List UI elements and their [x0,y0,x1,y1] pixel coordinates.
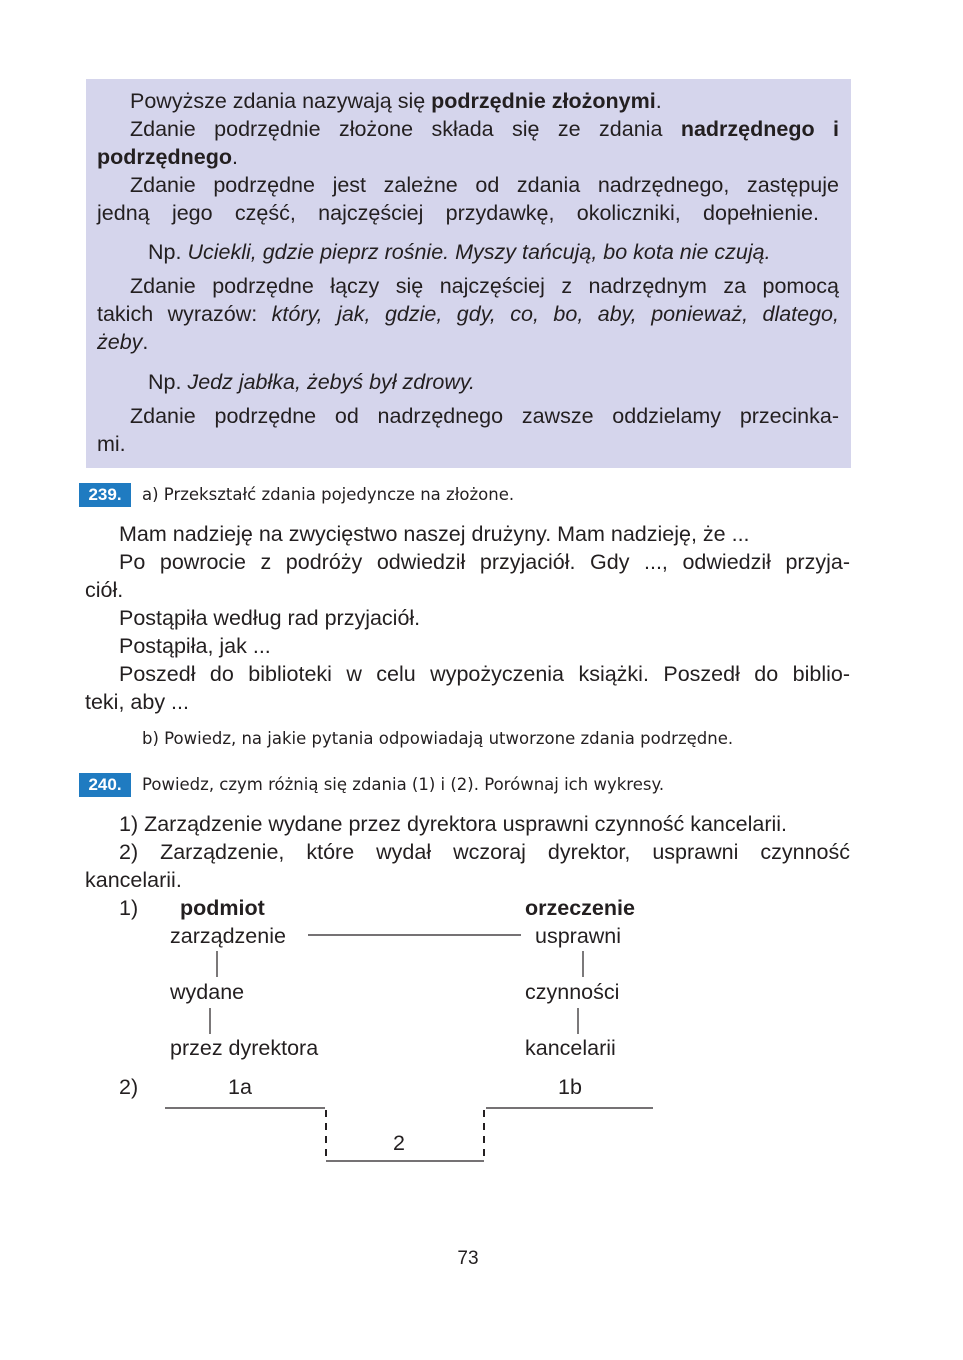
exercise-239-task-b: b) Powiedz, na jakie pytania odpowiadają utworzone zdania podrzędne. [142,729,734,748]
rule-example-2: Np. Jedz jabłka, żebyś był zdrowy. [148,370,476,394]
rule-line-1: Powyższe zdania nazywają się podrzędnie złożonymi. [130,89,662,113]
exercise-240-task: Powiedz, czym różnią się zdania (1) i (2). Porównaj ich wykresy. [142,775,665,794]
rule-line-9: Zdanie podrzędne od nadrzędnego zawsze oddzielamy przecinka- [130,404,839,428]
exercise-240-sentence-1: 1) Zarządzenie wydane przez dyrektora usprawni czynność kancelarii. [119,812,788,836]
exercise-239-line-1: Mam nadzieję na zwycięstwo naszej drużyny. Mam nadzieję, że ... [119,522,750,546]
page-number: 73 [457,1248,479,1269]
exercise-239-line-2: Po powrocie z podróży odwiedził przyjaciół. Gdy ..., odwiedził przyja- [119,550,850,574]
rule-example-1: Np. Uciekli, gdzie pieprz rośnie. Myszy tańcują, bo kota nie czują. [148,240,771,264]
diagram-2-right-label: 1b [558,1075,582,1099]
rule-line-5: jedną jego część, najczęściej przydawkę, okoliczniki, dopełnienie. [97,201,819,225]
diagram-1-subject-modifier-2: przez dyrektora [170,1036,319,1060]
rule-line-3: podrzędnego. [97,145,238,169]
exercise-240-number: 240. [79,773,131,797]
diagram-1-predicate-head: orzeczenie [525,896,635,920]
diagram-1-marker: 1) [119,896,139,920]
exercise-239-line-3: ciół. [85,578,124,602]
exercise-239-line-5: Postąpiła, jak ... [119,634,271,658]
exercise-240-sentence-2-line-1: 2) Zarządzenie, które wydał wczoraj dyrektor, usprawni czynność [119,840,850,864]
diagram-1-predicate-modifier-2: kancelarii [525,1036,616,1060]
exercise-240-sentence-2-line-2: kancelarii. [85,868,182,892]
exercise-239-line-7: teki, aby ... [85,690,189,714]
rule-line-10: mi. [97,432,126,456]
rule-line-6: Zdanie podrzędne łączy się najczęściej z nadrzędnym za pomocą [130,274,839,298]
rule-line-2: Zdanie podrzędnie złożone składa się ze zdania nadrzędnego i [130,117,840,141]
diagram-2-marker: 2) [119,1075,139,1099]
rule-line-8: żeby. [97,330,149,354]
rule-line-4: Zdanie podrzędne jest zależne od zdania nadrzędnego, zastępuje [130,173,839,197]
exercise-239-line-6: Poszedł do biblioteki w celu wypożyczenia książki. Poszedł do biblio- [119,662,850,686]
diagram-2-middle-label: 2 [393,1131,405,1155]
rule-line-7: takich wyrazów: który, jak, gdzie, gdy, co, bo, aby, ponieważ, dlatego, [97,302,839,326]
diagram-1-subject: zarządzenie [170,924,286,948]
diagram-1-predicate: usprawni [535,924,622,948]
diagram-2-left-label: 1a [228,1075,252,1099]
diagram-1-subject-modifier-1: wydane [170,980,245,1004]
exercise-239-line-4: Postąpiła według rad przyjaciół. [119,606,421,630]
diagram-1-subject-head: podmiot [180,896,265,920]
diagram-1-predicate-modifier-1: czynności [525,980,620,1004]
exercise-239-task-a: a) Przekształć zdania pojedyncze na złożone. [142,485,515,504]
exercise-239-number: 239. [79,483,131,507]
